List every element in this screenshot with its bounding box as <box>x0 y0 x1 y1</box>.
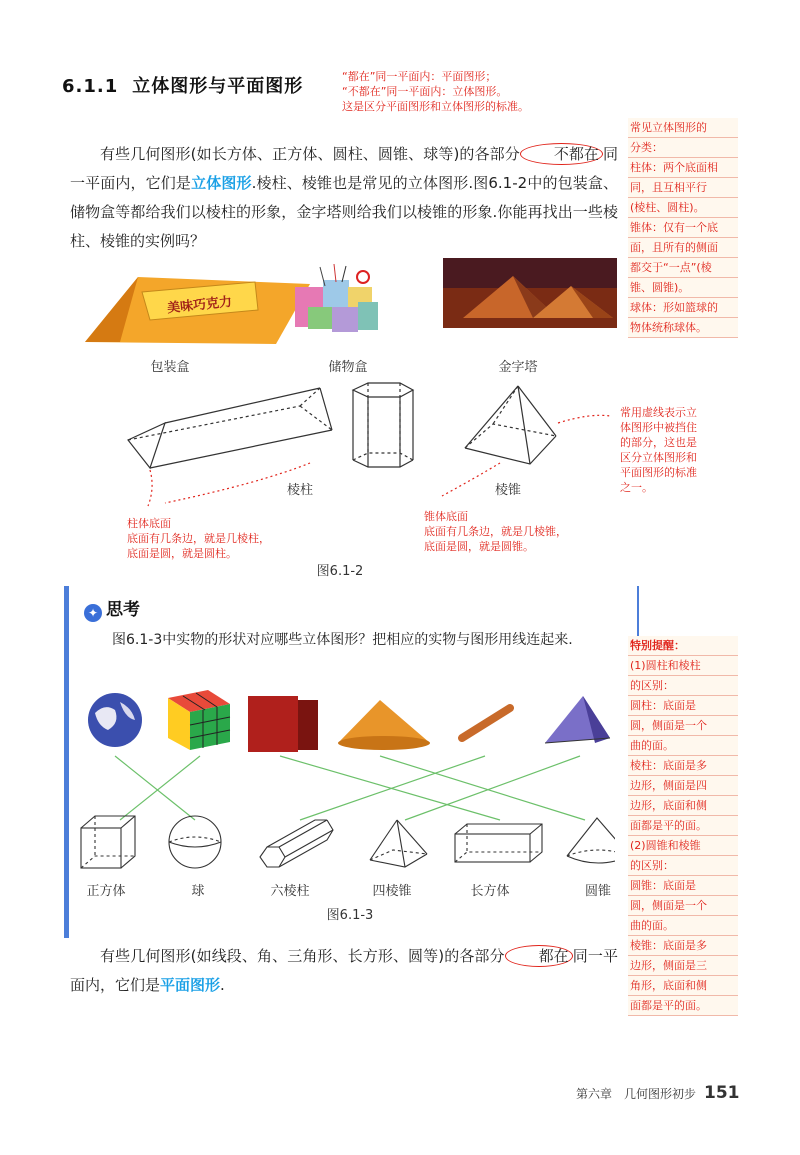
note-line: 锥体底面 <box>424 510 468 523</box>
cube-figure <box>81 816 135 868</box>
label-square-pyramid: 四棱锥 <box>372 884 412 899</box>
earth-image <box>88 693 142 747</box>
text: . <box>220 976 225 994</box>
note-line: 曲的面。 <box>628 916 738 936</box>
note-line: 区分立体图形和 <box>620 451 697 464</box>
note-line: 圆，侧面是一个 <box>628 716 738 736</box>
note-line: 面都是平的面。 <box>628 996 738 1016</box>
text: 同一平面内，它们是 <box>70 947 618 994</box>
pyramid-photo <box>443 258 617 328</box>
figure-caption-6-1-2: 图6.1-2 <box>316 564 364 579</box>
text: 有些几何图形(如长方体、正方体、圆柱、圆锥、球等)的各部分 <box>100 145 520 163</box>
note-line: (2)圆锥和棱锥 <box>628 836 738 856</box>
note-prism-base <box>127 516 270 561</box>
label-sphere: 球 <box>191 884 205 899</box>
label-cube: 正方体 <box>86 884 126 899</box>
note-line: 之一。 <box>620 481 653 494</box>
note-line: 边形，侧面是三 <box>628 956 738 976</box>
note-line: 边形，底面和侧 <box>628 796 738 816</box>
note-line: 的区别： <box>628 676 738 696</box>
text: 有些几何图形(如线段、角、三角形、长方形、圆等)的各部分 <box>100 947 505 965</box>
section-heading: 立体图形与平面图形 <box>132 76 304 97</box>
figure-caption-6-1-3: 图6.1-3 <box>326 908 374 923</box>
note-line: (1)圆柱和棱柱 <box>628 656 738 676</box>
storage-box-image <box>295 264 378 332</box>
circled-text: 不都在 <box>520 143 603 165</box>
note-line: 圆，侧面是一个 <box>628 896 738 916</box>
note-line: 边形，侧面是四 <box>628 776 738 796</box>
note-line: 的区别： <box>628 856 738 876</box>
note-line: 常用虚线表示立 <box>620 406 697 419</box>
label-storage-box: 储物盒 <box>328 360 368 375</box>
note-line: 体图形中被挡住 <box>620 421 697 434</box>
sand-cone-image <box>338 700 430 750</box>
note-line: 柱体底面 <box>127 517 171 530</box>
label-hexagonal-prism: 六棱柱 <box>270 884 310 899</box>
hexagonal-prism-figure <box>353 383 413 467</box>
note-line: (棱柱、圆柱)。 <box>628 198 738 218</box>
side-note-reminder <box>628 636 738 1016</box>
box-brand-text: 美味巧克力 <box>166 294 233 317</box>
note-line: 柱体：两个底面相 <box>628 158 738 178</box>
note-line: 常见立体图形的 <box>628 118 738 138</box>
note-line: 棱锥：底面是多 <box>628 936 738 956</box>
note-line: 分类： <box>628 138 738 158</box>
think-heading <box>84 595 140 622</box>
chocolate-box-image <box>85 277 310 344</box>
note-pyramid-base <box>424 509 567 554</box>
note-line: 底面有几条边，就是几棱锥， <box>424 525 567 538</box>
text: 同一平面内，它们是 <box>70 145 618 192</box>
connect-line <box>115 756 195 820</box>
note-line: 物体统称球体。 <box>628 318 738 338</box>
label-cone: 圆锥 <box>584 884 611 899</box>
chapter-label: 第六章 几何图形初步 <box>576 1087 697 1101</box>
note-line: 平面图形的标准 <box>620 466 697 479</box>
label-prism: 棱柱 <box>286 483 313 498</box>
triangular-prism-figure <box>128 388 332 468</box>
note-line: 底面是圆，就是圆柱。 <box>127 547 237 560</box>
cuboid-figure <box>455 824 542 862</box>
note-line: 锥体：仅有一个底 <box>628 218 738 238</box>
note-line: 的部分，这也是 <box>620 436 697 449</box>
note-line: 底面有几条边，就是几棱柱， <box>127 532 270 545</box>
hexagonal-prism-lying-figure <box>260 820 333 867</box>
note-line: 特别提醒： <box>628 636 738 656</box>
note-line: 都交于“一点”(棱 <box>628 258 738 278</box>
term-solid-figure: 立体图形 <box>191 174 252 192</box>
connect-line <box>300 756 485 820</box>
note-line: 角形，底面和侧 <box>628 976 738 996</box>
note-line: 圆锥：底面是 <box>628 876 738 896</box>
circled-text: 都在 <box>505 945 573 967</box>
think-question: 图6.1-3中实物的形状对应哪些立体图形？把相应的实物与图形用线连起来. <box>112 632 573 648</box>
note-line: 曲的面。 <box>628 736 738 756</box>
section-number: 6.1.1 <box>62 76 119 97</box>
note-line: 底面是圆，就是圆锥。 <box>424 540 534 553</box>
sphere-figure <box>169 816 221 868</box>
shapes-row <box>75 812 615 872</box>
label-packaging-box: 包装盒 <box>150 360 190 375</box>
note-line: 锥、圆锥)。 <box>628 278 738 298</box>
paragraph-plane-figures <box>70 942 618 1000</box>
paragraph-solid-figures <box>70 140 618 256</box>
note-dashed-lines <box>620 405 730 495</box>
square-pyramid-figure <box>465 386 556 464</box>
page-number: 151 <box>704 1083 740 1103</box>
label-pyramid: 金字塔 <box>498 360 538 375</box>
red-book-box-image <box>248 696 318 752</box>
note-line: 面，且所有的侧面 <box>628 238 738 258</box>
connect-line <box>120 756 200 820</box>
label-cuboid: 长方体 <box>470 884 510 899</box>
note-line: 同，且互相平行 <box>628 178 738 198</box>
pencil-cylinder-image <box>462 708 510 738</box>
glass-pyramid-image <box>545 696 610 743</box>
term-plane-figure: 平面图形 <box>160 976 221 994</box>
note-line: “不都在”同一平面内：立体图形。 <box>342 85 508 98</box>
section-title <box>62 72 303 98</box>
text: .棱柱、棱锥也是常见的立体图形.图6.1-2中的包装盒、储物盒等都给我们以棱柱的形象，金字塔则给我们以棱锥的形象.你能再找出一些棱柱、棱锥的实例吗？ <box>70 174 618 250</box>
note-line: 棱柱：底面是多 <box>628 756 738 776</box>
note-line: 这是区分平面图形和立体图形的标准。 <box>342 100 529 113</box>
side-note-classification <box>628 118 738 338</box>
connect-line <box>280 756 500 820</box>
note-line: 面都是平的面。 <box>628 816 738 836</box>
note-line: 圆柱：底面是 <box>628 696 738 716</box>
annotation-arrows <box>148 415 610 506</box>
note-line: “都在”同一平面内：平面图形； <box>342 70 497 83</box>
note-line: 球体：形如篮球的 <box>628 298 738 318</box>
page-footer <box>576 1083 740 1103</box>
square-pyramid-small-figure <box>370 820 427 867</box>
label-pyramid-solid: 棱锥 <box>494 483 521 498</box>
top-handwritten-note <box>342 69 592 114</box>
cone-figure <box>567 818 615 863</box>
rubiks-cube-image <box>168 690 230 750</box>
lightbulb-icon: ✦ <box>84 604 102 622</box>
think-title: 思考 <box>106 600 140 620</box>
